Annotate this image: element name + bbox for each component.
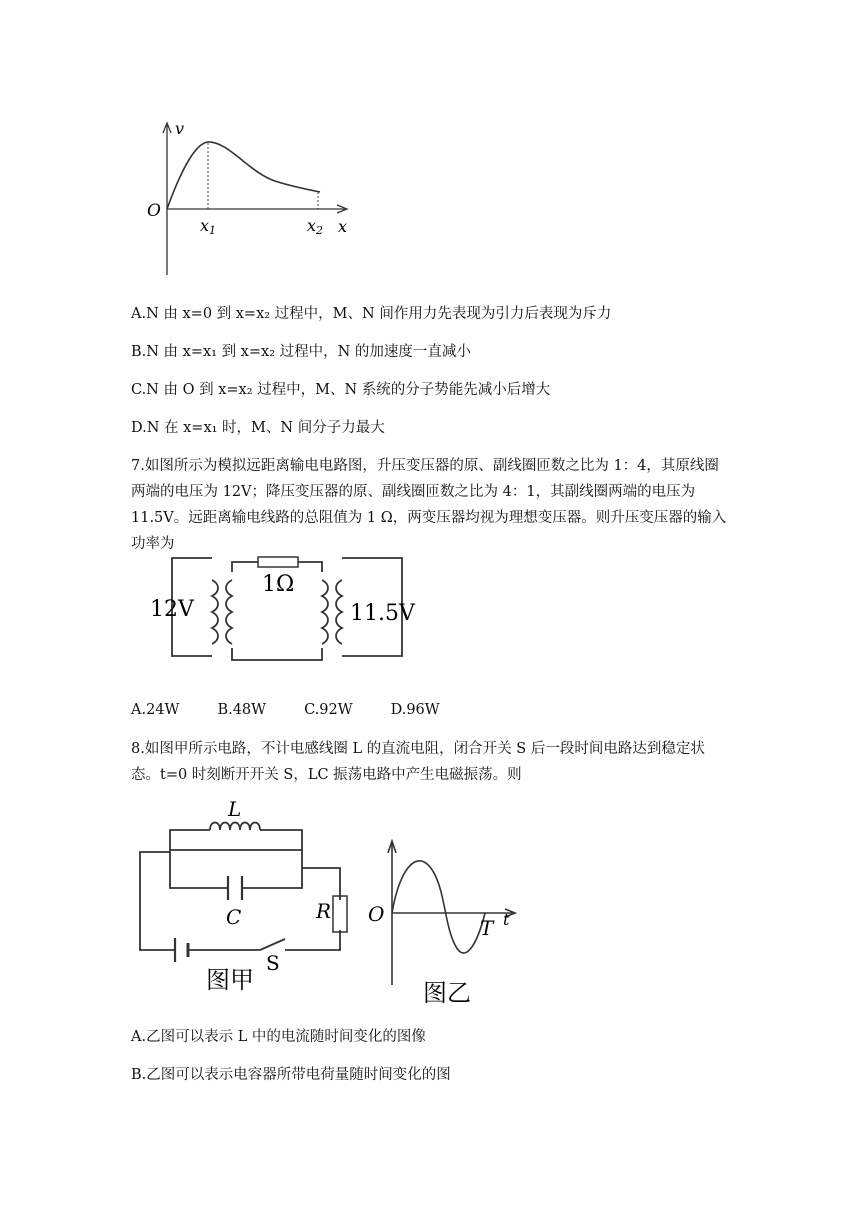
capacitor-label: C bbox=[226, 905, 242, 929]
input-voltage-label: 12V bbox=[150, 597, 194, 622]
q7-option-b: B.48W bbox=[217, 702, 267, 718]
q6-option-a: A.N 由 x=0 到 x=x₂ 过程中，M、N 间作用力先表现为引力后表现为斥力 bbox=[131, 306, 612, 322]
q7-option-a: A.24W bbox=[131, 702, 180, 718]
resistor-label: R bbox=[316, 899, 332, 923]
step-down-secondary-coil bbox=[336, 580, 342, 644]
parallel-branch-left bbox=[170, 830, 302, 850]
q6-option-d: D.N 在 x=x₁ 时，M、N 间分子力最大 bbox=[131, 420, 385, 436]
inductor-label: L bbox=[228, 800, 242, 821]
step-down-primary-coil bbox=[322, 580, 328, 644]
output-voltage-label: 11.5V bbox=[350, 601, 415, 626]
q6-option-b: B.N 由 x=x₁ 到 x=x₂ 过程中，N 的加速度一直减小 bbox=[131, 344, 471, 360]
figure-a-caption: 图甲 bbox=[206, 966, 254, 994]
q7-options bbox=[131, 700, 478, 720]
t-axis-label: t bbox=[503, 910, 510, 929]
step-up-secondary-coil bbox=[226, 580, 232, 644]
resistor-r bbox=[333, 896, 347, 932]
origin-label: O bbox=[147, 201, 161, 221]
capacitor-wires bbox=[170, 850, 302, 888]
resistance-label: 1Ω bbox=[262, 572, 295, 597]
x1-label: x1 bbox=[200, 216, 217, 237]
q7-stem: 7.如图所示为模拟远距离输电电路图，升压变压器的原、副线圈匝数之比为 1：4，其原线圈两端的电压为 12V；降压变压器的原、副线圈匝数之比为 4：1，其副线圈两端的电压为 11.5V。远距离输电线路的总阻值为 1 Ω，两变压器均视为理想变压器。则升压变压器的输入功率为 bbox=[131, 458, 727, 552]
velocity-curve bbox=[167, 142, 320, 209]
v-label: v bbox=[175, 119, 185, 138]
q7-option-d: D.96W bbox=[390, 702, 440, 718]
switch-s bbox=[260, 939, 285, 950]
origin-label-b: O bbox=[368, 902, 385, 926]
q8-stem: 8.如图甲所示电路，不计电感线圈 L 的直流电阻，闭合开关 S 后一段时间电路达到稳定状态。t=0 时刻断开开关 S，LC 振荡电路中产生电磁振荡。则 bbox=[131, 741, 705, 783]
inductor-l bbox=[210, 823, 260, 831]
q7-option-c: C.92W bbox=[304, 702, 353, 718]
lc-circuit-diagram bbox=[130, 800, 360, 1000]
sine-wave bbox=[392, 861, 485, 953]
primary-coil bbox=[212, 580, 218, 644]
q8-option-b: B.乙图可以表示电容器所带电荷量随时间变化的图 bbox=[131, 1067, 451, 1083]
period-label: T bbox=[480, 916, 494, 940]
oscillation-waveform-graph bbox=[365, 835, 525, 1010]
velocity-position-graph bbox=[140, 115, 360, 280]
x2-label: x2 bbox=[307, 216, 324, 237]
figure-b-caption: 图乙 bbox=[423, 979, 471, 1007]
switch-label: S bbox=[266, 951, 280, 975]
q6-option-c: C.N 由 O 到 x=x₂ 过程中，M、N 系统的分子势能先减小后增大 bbox=[131, 382, 551, 398]
transmission-circuit-diagram bbox=[140, 548, 420, 666]
x-axis-label: x bbox=[338, 217, 348, 236]
q8-option-a: A.乙图可以表示 L 中的电流随时间变化的图像 bbox=[131, 1029, 426, 1045]
resistor-1ohm bbox=[258, 557, 298, 567]
